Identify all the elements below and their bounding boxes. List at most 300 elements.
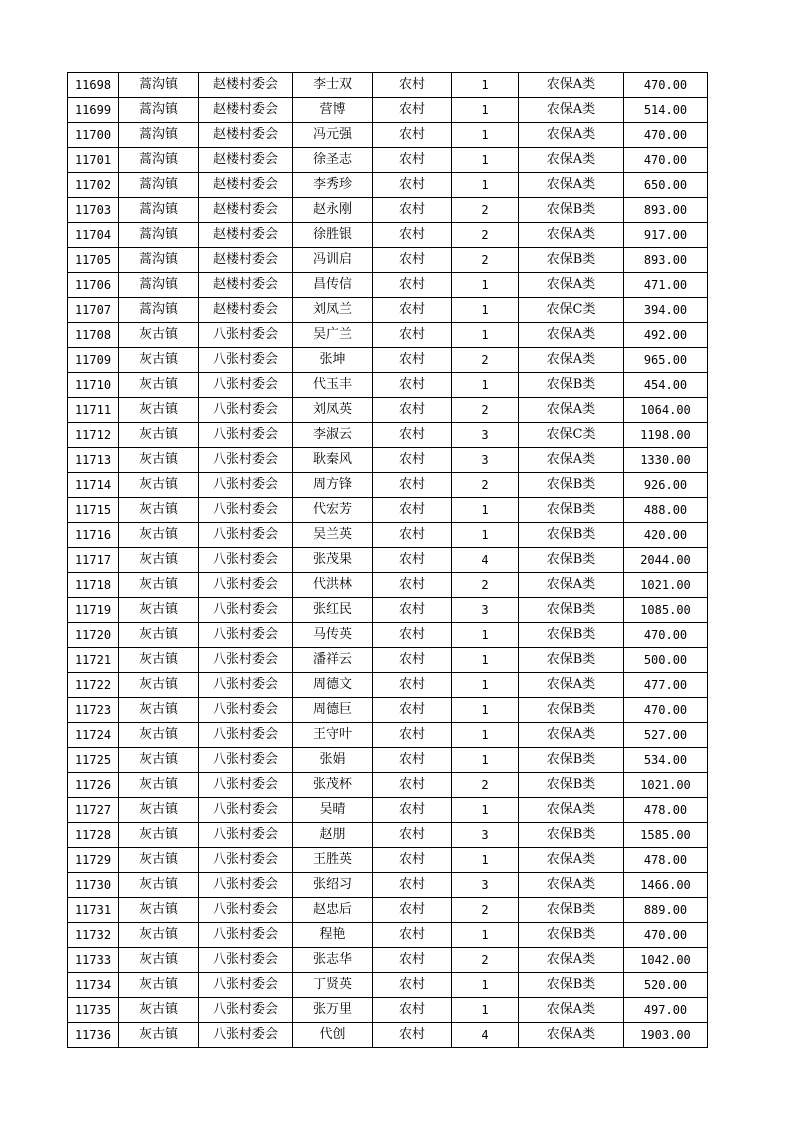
cell-insurance-category: 农保A类 [519, 873, 624, 898]
cell-town: 灰古镇 [119, 498, 199, 523]
table-row [68, 648, 708, 673]
cell-insurance-category: 农保B类 [519, 823, 624, 848]
cell-area-type: 农村 [373, 373, 452, 398]
cell-serial-number: 11704 [68, 223, 119, 248]
cell-area-type: 农村 [373, 948, 452, 973]
cell-town: 灰古镇 [119, 748, 199, 773]
cell-amount: 470.00 [624, 923, 708, 948]
cell-village-committee: 八张村委会 [199, 523, 293, 548]
cell-amount: 500.00 [624, 648, 708, 673]
table-row [68, 773, 708, 798]
cell-insurance-category: 农保A类 [519, 148, 624, 173]
cell-person-name: 吴兰英 [293, 523, 373, 548]
cell-area-type: 农村 [373, 823, 452, 848]
cell-village-committee: 八张村委会 [199, 823, 293, 848]
cell-person-name: 徐圣志 [293, 148, 373, 173]
cell-area-type: 农村 [373, 748, 452, 773]
cell-serial-number: 11703 [68, 198, 119, 223]
cell-household-count: 2 [452, 223, 519, 248]
cell-town: 蒿沟镇 [119, 73, 199, 98]
cell-town: 灰古镇 [119, 723, 199, 748]
cell-insurance-category: 农保B类 [519, 548, 624, 573]
cell-insurance-category: 农保A类 [519, 348, 624, 373]
cell-town: 灰古镇 [119, 323, 199, 348]
cell-serial-number: 11714 [68, 473, 119, 498]
cell-amount: 477.00 [624, 673, 708, 698]
cell-person-name: 张茂果 [293, 548, 373, 573]
cell-serial-number: 11705 [68, 248, 119, 273]
cell-area-type: 农村 [373, 248, 452, 273]
table-row [68, 973, 708, 998]
cell-amount: 471.00 [624, 273, 708, 298]
cell-village-committee: 赵楼村委会 [199, 273, 293, 298]
cell-serial-number: 11702 [68, 173, 119, 198]
cell-serial-number: 11734 [68, 973, 119, 998]
table-row [68, 748, 708, 773]
records-table-body [68, 73, 708, 1048]
cell-household-count: 1 [452, 498, 519, 523]
cell-insurance-category: 农保A类 [519, 848, 624, 873]
cell-insurance-category: 农保A类 [519, 273, 624, 298]
cell-household-count: 1 [452, 323, 519, 348]
cell-serial-number: 11701 [68, 148, 119, 173]
cell-household-count: 2 [452, 198, 519, 223]
cell-serial-number: 11727 [68, 798, 119, 823]
cell-village-committee: 赵楼村委会 [199, 248, 293, 273]
cell-village-committee: 八张村委会 [199, 498, 293, 523]
cell-person-name: 丁贤英 [293, 973, 373, 998]
cell-person-name: 赵忠后 [293, 898, 373, 923]
cell-village-committee: 八张村委会 [199, 623, 293, 648]
cell-area-type: 农村 [373, 498, 452, 523]
cell-area-type: 农村 [373, 673, 452, 698]
cell-household-count: 1 [452, 698, 519, 723]
cell-village-committee: 赵楼村委会 [199, 223, 293, 248]
cell-amount: 492.00 [624, 323, 708, 348]
cell-insurance-category: 农保A类 [519, 723, 624, 748]
cell-household-count: 1 [452, 623, 519, 648]
cell-household-count: 3 [452, 423, 519, 448]
cell-area-type: 农村 [373, 148, 452, 173]
cell-area-type: 农村 [373, 423, 452, 448]
table-row [68, 548, 708, 573]
cell-village-committee: 八张村委会 [199, 798, 293, 823]
cell-town: 蒿沟镇 [119, 298, 199, 323]
cell-area-type: 农村 [373, 598, 452, 623]
cell-village-committee: 赵楼村委会 [199, 98, 293, 123]
cell-town: 蒿沟镇 [119, 198, 199, 223]
cell-household-count: 1 [452, 973, 519, 998]
cell-village-committee: 八张村委会 [199, 348, 293, 373]
cell-village-committee: 赵楼村委会 [199, 198, 293, 223]
cell-town: 灰古镇 [119, 523, 199, 548]
cell-insurance-category: 农保B类 [519, 498, 624, 523]
cell-village-committee: 赵楼村委会 [199, 123, 293, 148]
cell-serial-number: 11733 [68, 948, 119, 973]
cell-household-count: 1 [452, 848, 519, 873]
cell-amount: 1064.00 [624, 398, 708, 423]
cell-area-type: 农村 [373, 348, 452, 373]
cell-person-name: 张坤 [293, 348, 373, 373]
cell-household-count: 3 [452, 598, 519, 623]
cell-serial-number: 11710 [68, 373, 119, 398]
cell-amount: 1021.00 [624, 573, 708, 598]
cell-insurance-category: 农保A类 [519, 123, 624, 148]
cell-person-name: 昌传信 [293, 273, 373, 298]
cell-town: 灰古镇 [119, 423, 199, 448]
cell-amount: 889.00 [624, 898, 708, 923]
cell-town: 蒿沟镇 [119, 173, 199, 198]
cell-insurance-category: 农保B类 [519, 623, 624, 648]
cell-person-name: 程艳 [293, 923, 373, 948]
cell-person-name: 冯元强 [293, 123, 373, 148]
cell-household-count: 2 [452, 573, 519, 598]
cell-town: 灰古镇 [119, 823, 199, 848]
cell-town: 灰古镇 [119, 948, 199, 973]
cell-area-type: 农村 [373, 523, 452, 548]
table-row [68, 698, 708, 723]
cell-town: 灰古镇 [119, 448, 199, 473]
cell-village-committee: 八张村委会 [199, 948, 293, 973]
cell-town: 灰古镇 [119, 398, 199, 423]
cell-area-type: 农村 [373, 923, 452, 948]
cell-serial-number: 11717 [68, 548, 119, 573]
cell-serial-number: 11730 [68, 873, 119, 898]
cell-person-name: 李淑云 [293, 423, 373, 448]
table-row [68, 673, 708, 698]
cell-person-name: 周德文 [293, 673, 373, 698]
cell-person-name: 吴晴 [293, 798, 373, 823]
table-row [68, 523, 708, 548]
cell-person-name: 徐胜银 [293, 223, 373, 248]
table-row [68, 723, 708, 748]
table-row [68, 423, 708, 448]
cell-serial-number: 11706 [68, 273, 119, 298]
cell-amount: 1042.00 [624, 948, 708, 973]
cell-household-count: 2 [452, 398, 519, 423]
cell-household-count: 1 [452, 998, 519, 1023]
cell-household-count: 1 [452, 798, 519, 823]
cell-insurance-category: 农保A类 [519, 948, 624, 973]
cell-insurance-category: 农保A类 [519, 398, 624, 423]
cell-insurance-category: 农保B类 [519, 598, 624, 623]
cell-area-type: 农村 [373, 323, 452, 348]
cell-household-count: 1 [452, 723, 519, 748]
cell-serial-number: 11715 [68, 498, 119, 523]
cell-town: 蒿沟镇 [119, 248, 199, 273]
cell-town: 灰古镇 [119, 573, 199, 598]
cell-serial-number: 11698 [68, 73, 119, 98]
cell-town: 灰古镇 [119, 1023, 199, 1048]
cell-person-name: 营博 [293, 98, 373, 123]
table-row [68, 348, 708, 373]
cell-person-name: 王守叶 [293, 723, 373, 748]
cell-serial-number: 11724 [68, 723, 119, 748]
cell-person-name: 周德巨 [293, 698, 373, 723]
table-row [68, 848, 708, 873]
cell-person-name: 张志华 [293, 948, 373, 973]
cell-insurance-category: 农保A类 [519, 998, 624, 1023]
cell-area-type: 农村 [373, 273, 452, 298]
cell-amount: 478.00 [624, 798, 708, 823]
cell-household-count: 1 [452, 73, 519, 98]
cell-household-count: 1 [452, 923, 519, 948]
cell-household-count: 1 [452, 98, 519, 123]
cell-person-name: 赵朋 [293, 823, 373, 848]
table-row [68, 948, 708, 973]
cell-amount: 454.00 [624, 373, 708, 398]
cell-insurance-category: 农保A类 [519, 673, 624, 698]
cell-household-count: 1 [452, 298, 519, 323]
cell-area-type: 农村 [373, 298, 452, 323]
cell-person-name: 张娟 [293, 748, 373, 773]
cell-insurance-category: 农保B类 [519, 898, 624, 923]
cell-insurance-category: 农保B类 [519, 773, 624, 798]
cell-amount: 420.00 [624, 523, 708, 548]
cell-amount: 470.00 [624, 123, 708, 148]
cell-amount: 650.00 [624, 173, 708, 198]
cell-person-name: 赵永刚 [293, 198, 373, 223]
table-row [68, 73, 708, 98]
cell-insurance-category: 农保B类 [519, 973, 624, 998]
cell-household-count: 1 [452, 148, 519, 173]
cell-insurance-category: 农保A类 [519, 73, 624, 98]
cell-area-type: 农村 [373, 173, 452, 198]
cell-area-type: 农村 [373, 473, 452, 498]
cell-person-name: 潘祥云 [293, 648, 373, 673]
cell-village-committee: 八张村委会 [199, 848, 293, 873]
table-row [68, 923, 708, 948]
cell-village-committee: 八张村委会 [199, 373, 293, 398]
cell-village-committee: 赵楼村委会 [199, 148, 293, 173]
cell-household-count: 3 [452, 448, 519, 473]
cell-amount: 926.00 [624, 473, 708, 498]
cell-household-count: 2 [452, 773, 519, 798]
cell-area-type: 农村 [373, 648, 452, 673]
cell-town: 蒿沟镇 [119, 98, 199, 123]
cell-village-committee: 八张村委会 [199, 973, 293, 998]
cell-insurance-category: 农保C类 [519, 298, 624, 323]
table-row [68, 448, 708, 473]
cell-person-name: 马传英 [293, 623, 373, 648]
cell-amount: 527.00 [624, 723, 708, 748]
cell-insurance-category: 农保A类 [519, 323, 624, 348]
cell-person-name: 刘凤英 [293, 398, 373, 423]
cell-town: 灰古镇 [119, 773, 199, 798]
cell-household-count: 2 [452, 348, 519, 373]
cell-area-type: 农村 [373, 723, 452, 748]
cell-serial-number: 11708 [68, 323, 119, 348]
cell-serial-number: 11735 [68, 998, 119, 1023]
cell-serial-number: 11721 [68, 648, 119, 673]
cell-person-name: 张红民 [293, 598, 373, 623]
cell-person-name: 周方锋 [293, 473, 373, 498]
cell-area-type: 农村 [373, 623, 452, 648]
cell-serial-number: 11709 [68, 348, 119, 373]
cell-amount: 497.00 [624, 998, 708, 1023]
cell-serial-number: 11732 [68, 923, 119, 948]
table-row [68, 98, 708, 123]
table-row [68, 248, 708, 273]
cell-town: 灰古镇 [119, 598, 199, 623]
cell-household-count: 1 [452, 373, 519, 398]
cell-town: 灰古镇 [119, 623, 199, 648]
records-table [67, 72, 708, 1048]
table-row [68, 323, 708, 348]
cell-area-type: 农村 [373, 98, 452, 123]
cell-amount: 478.00 [624, 848, 708, 873]
cell-serial-number: 11728 [68, 823, 119, 848]
cell-town: 蒿沟镇 [119, 273, 199, 298]
cell-person-name: 刘凤兰 [293, 298, 373, 323]
table-row [68, 798, 708, 823]
cell-insurance-category: 农保B类 [519, 523, 624, 548]
table-row [68, 198, 708, 223]
table-row [68, 623, 708, 648]
cell-village-committee: 八张村委会 [199, 548, 293, 573]
cell-village-committee: 八张村委会 [199, 998, 293, 1023]
cell-village-committee: 八张村委会 [199, 323, 293, 348]
cell-household-count: 1 [452, 273, 519, 298]
cell-insurance-category: 农保B类 [519, 698, 624, 723]
cell-household-count: 2 [452, 248, 519, 273]
cell-amount: 965.00 [624, 348, 708, 373]
table-row [68, 898, 708, 923]
cell-serial-number: 11719 [68, 598, 119, 623]
cell-town: 灰古镇 [119, 548, 199, 573]
cell-household-count: 1 [452, 173, 519, 198]
cell-area-type: 农村 [373, 448, 452, 473]
cell-person-name: 王胜英 [293, 848, 373, 873]
cell-person-name: 李士双 [293, 73, 373, 98]
cell-insurance-category: 农保A类 [519, 573, 624, 598]
cell-amount: 917.00 [624, 223, 708, 248]
cell-village-committee: 赵楼村委会 [199, 73, 293, 98]
cell-area-type: 农村 [373, 573, 452, 598]
cell-town: 灰古镇 [119, 998, 199, 1023]
cell-household-count: 2 [452, 948, 519, 973]
cell-amount: 534.00 [624, 748, 708, 773]
cell-village-committee: 赵楼村委会 [199, 173, 293, 198]
cell-village-committee: 八张村委会 [199, 773, 293, 798]
cell-area-type: 农村 [373, 773, 452, 798]
cell-insurance-category: 农保B类 [519, 473, 624, 498]
cell-serial-number: 11726 [68, 773, 119, 798]
cell-household-count: 2 [452, 473, 519, 498]
cell-household-count: 3 [452, 823, 519, 848]
cell-insurance-category: 农保A类 [519, 223, 624, 248]
cell-amount: 470.00 [624, 623, 708, 648]
cell-amount: 470.00 [624, 148, 708, 173]
cell-insurance-category: 农保B类 [519, 648, 624, 673]
cell-village-committee: 八张村委会 [199, 748, 293, 773]
table-row [68, 998, 708, 1023]
table-row [68, 123, 708, 148]
cell-town: 灰古镇 [119, 923, 199, 948]
cell-person-name: 代洪林 [293, 573, 373, 598]
cell-serial-number: 11723 [68, 698, 119, 723]
cell-area-type: 农村 [373, 798, 452, 823]
table-row [68, 1023, 708, 1048]
cell-village-committee: 八张村委会 [199, 673, 293, 698]
cell-insurance-category: 农保B类 [519, 198, 624, 223]
cell-insurance-category: 农保A类 [519, 448, 624, 473]
cell-village-committee: 赵楼村委会 [199, 298, 293, 323]
cell-village-committee: 八张村委会 [199, 473, 293, 498]
cell-amount: 1198.00 [624, 423, 708, 448]
cell-serial-number: 11711 [68, 398, 119, 423]
cell-town: 灰古镇 [119, 798, 199, 823]
cell-person-name: 张万里 [293, 998, 373, 1023]
table-row [68, 273, 708, 298]
cell-household-count: 1 [452, 648, 519, 673]
cell-person-name: 吴广兰 [293, 323, 373, 348]
cell-household-count: 3 [452, 873, 519, 898]
table-row [68, 598, 708, 623]
cell-village-committee: 八张村委会 [199, 723, 293, 748]
cell-amount: 470.00 [624, 698, 708, 723]
cell-area-type: 农村 [373, 698, 452, 723]
cell-town: 灰古镇 [119, 373, 199, 398]
cell-serial-number: 11700 [68, 123, 119, 148]
table-row [68, 373, 708, 398]
table-row [68, 473, 708, 498]
cell-person-name: 代宏芳 [293, 498, 373, 523]
cell-town: 灰古镇 [119, 873, 199, 898]
cell-town: 灰古镇 [119, 673, 199, 698]
cell-person-name: 耿秦风 [293, 448, 373, 473]
cell-insurance-category: 农保A类 [519, 98, 624, 123]
cell-insurance-category: 农保B类 [519, 373, 624, 398]
cell-amount: 893.00 [624, 198, 708, 223]
cell-insurance-category: 农保B类 [519, 923, 624, 948]
cell-amount: 1466.00 [624, 873, 708, 898]
cell-serial-number: 11722 [68, 673, 119, 698]
cell-amount: 1085.00 [624, 598, 708, 623]
cell-amount: 514.00 [624, 98, 708, 123]
cell-insurance-category: 农保B类 [519, 748, 624, 773]
cell-area-type: 农村 [373, 123, 452, 148]
table-row [68, 573, 708, 598]
cell-serial-number: 11713 [68, 448, 119, 473]
table-row [68, 398, 708, 423]
cell-serial-number: 11736 [68, 1023, 119, 1048]
cell-town: 灰古镇 [119, 473, 199, 498]
cell-village-committee: 八张村委会 [199, 398, 293, 423]
cell-village-committee: 八张村委会 [199, 448, 293, 473]
cell-amount: 520.00 [624, 973, 708, 998]
cell-serial-number: 11707 [68, 298, 119, 323]
cell-person-name: 代创 [293, 1023, 373, 1048]
cell-person-name: 李秀珍 [293, 173, 373, 198]
cell-town: 蒿沟镇 [119, 223, 199, 248]
cell-town: 灰古镇 [119, 898, 199, 923]
cell-town: 蒿沟镇 [119, 148, 199, 173]
cell-person-name: 代玉丰 [293, 373, 373, 398]
cell-household-count: 1 [452, 673, 519, 698]
cell-area-type: 农村 [373, 998, 452, 1023]
cell-town: 灰古镇 [119, 848, 199, 873]
cell-insurance-category: 农保A类 [519, 173, 624, 198]
cell-area-type: 农村 [373, 1023, 452, 1048]
cell-insurance-category: 农保A类 [519, 798, 624, 823]
cell-insurance-category: 农保C类 [519, 423, 624, 448]
cell-serial-number: 11699 [68, 98, 119, 123]
cell-town: 灰古镇 [119, 348, 199, 373]
cell-person-name: 张绍习 [293, 873, 373, 898]
cell-household-count: 1 [452, 748, 519, 773]
cell-village-committee: 八张村委会 [199, 923, 293, 948]
